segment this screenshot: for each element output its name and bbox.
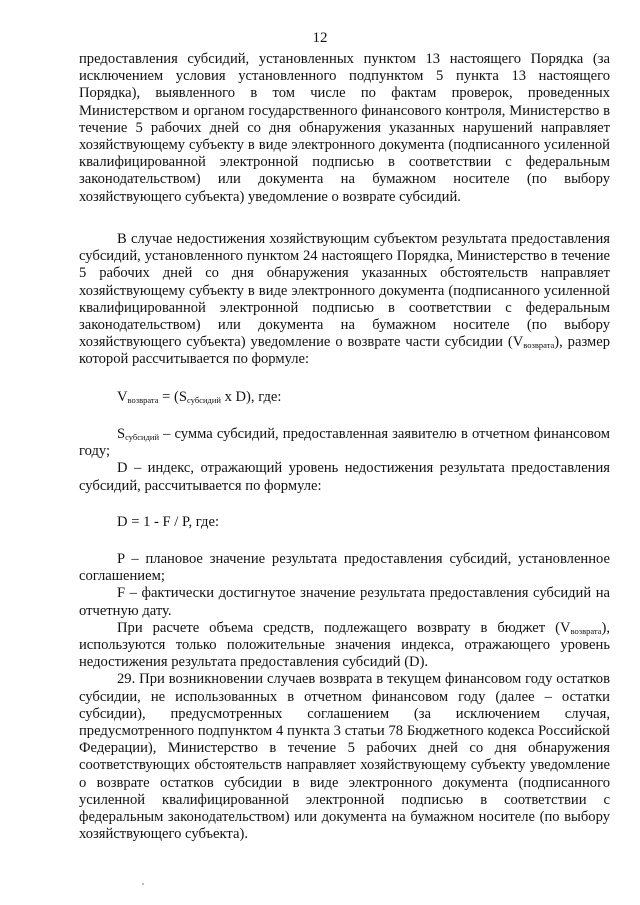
calculation-note-text-after: ), используются только положительные значения индекса, отражающего уровень недостижения результата предоставления субсидий (D). [79, 619, 610, 671]
scan-dot [142, 883, 144, 885]
definition-s [79, 426, 610, 460]
non-achievement-text-before: В случае недостижения хозяйствующим субъектом результата предоставления субсидий, установленного пунктом 24 настоящего Порядка, Министерство в течение 5 рабочих дней со дня обнаружения указанных обстоятельств направляет хозяйствующему субъекту в виде электронного документа (подписанного усиленной квалифицированной электронной подписью в соответствии с федеральным законодательством) или документа на бумажном носителе (по выбору хозяйствующего субъекта) уведомление о возврате части субсидии (V [79, 231, 610, 351]
non-achievement-text-after: ), размер которой рассчитывается по формуле: [79, 334, 611, 368]
calculation-note-subscript: возврата [570, 625, 602, 636]
calculation-note-text-before: При расчете объема средств, подлежащего возврату в бюджет (V [117, 619, 571, 636]
calculation-note [79, 620, 610, 672]
formula-v-subscript: возврата [127, 395, 159, 405]
item-29: 29. При возникновении случаев возврата в текущем финансовом году остатков субсидии, не использованных в отчетном финансовом году (далее – остатки субсидии), предусмотренных соглашением (за исключением случая, предусмотренного подпунктом 4 пункта 3 статьи 78 Бюджетного кодекса Российской Федерации), Министерство в течение 5 рабочих дней со дня обнаружения соответствующих обстоятельств направляет хозяйствующему субъекту уведомление о возврате остатков субсидии в виде электронного документа (подписанного усиленной квалифицированной электронной подписью в соответствии с федеральным законодательством) или документа на бумажном носителе (по выбору хозяйствующего субъекта). [79, 671, 610, 843]
index-formula: D = 1 - F / P, где: [117, 514, 219, 530]
definitions-pf-block [79, 551, 610, 843]
definition-s-subscript: субсидий [125, 432, 159, 442]
v-subscript: возврата [523, 340, 555, 351]
formula-middle: = (S [158, 389, 188, 405]
intro-paragraph-block [79, 51, 610, 206]
formula-s-subscript: субсидий [187, 395, 221, 405]
non-achievement-block [79, 231, 610, 369]
formula-tail: x D), где: [220, 389, 282, 405]
non-achievement-paragraph [79, 231, 610, 369]
page-number: 12 [312, 30, 328, 46]
definition-p: P – плановое значение результата предоставления субсидий, установленное соглашением; [79, 551, 610, 585]
definitions-block [79, 426, 610, 495]
definition-s-symbol: S [117, 426, 126, 442]
refund-formula [117, 389, 281, 406]
formula-v-symbol: V [117, 389, 128, 405]
definition-f: F – фактически достигнутое значение результата предоставления субсидий на отчетную дату. [79, 585, 610, 619]
intro-paragraph: предоставления субсидий, установленных пунктом 13 настоящего Порядка (за исключением условия установленного подпунктом 5 пункта 13 настоящего Порядка), выявленного в том числе по фактам проверок, проведенных Министерством и органом государственного финансового контроля, Министерство в течение 5 рабочих дней со дня обнаружения указанных нарушений направляет хозяйствующему субъекту в виде электронного документа (подписанного усиленной квалифицированной электронной подписью в соответствии с федеральным законодательством) или документа на бумажном носителе (по выбору хозяйствующего субъекта) уведомление о возврате субсидий. [79, 51, 610, 205]
definition-s-text: – сумма субсидий, предоставленная заявителю в отчетном финансовом году; [79, 426, 610, 460]
definition-d: D – индекс, отражающий уровень недостижения результата предоставления субсидий, рассчитывается по формуле: [79, 460, 610, 494]
